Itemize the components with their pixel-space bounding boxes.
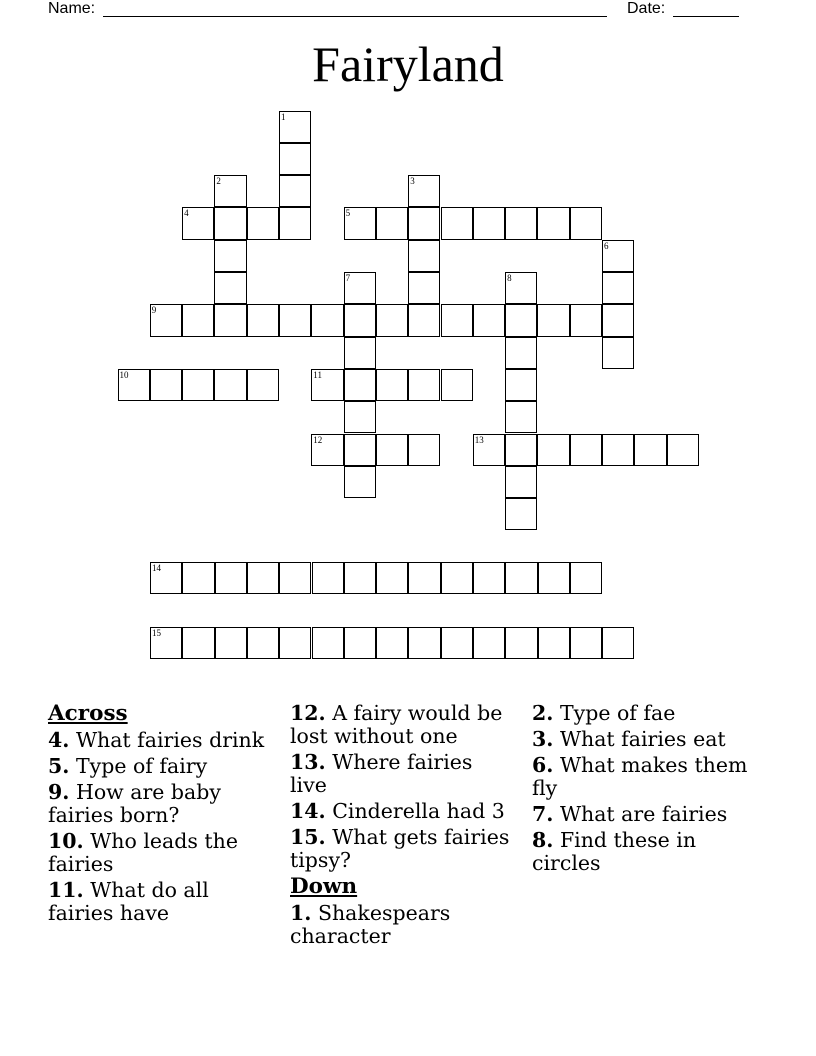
- grid-cell[interactable]: [408, 207, 440, 239]
- clue-number: 1: [281, 111, 286, 122]
- grid-cell[interactable]: [247, 562, 279, 594]
- clue-across-9: 9. How are baby fairies born?: [48, 780, 221, 827]
- grid-cell[interactable]: [505, 498, 537, 530]
- clue-number: 3: [410, 176, 415, 187]
- grid-cell[interactable]: [279, 175, 311, 207]
- grid-cell[interactable]: [376, 562, 408, 594]
- grid-cell[interactable]: [537, 434, 569, 466]
- grid-cell[interactable]: [344, 401, 376, 433]
- grid-cell[interactable]: [473, 562, 505, 594]
- grid-cell[interactable]: [505, 562, 537, 594]
- clue-number: 5: [345, 208, 351, 219]
- across-heading: Across: [48, 701, 128, 726]
- clue-down-1: 1. Shakespears character: [290, 901, 451, 948]
- clue-number: 6: [604, 240, 609, 251]
- clue-across-15: 15. What gets fairies tipsy?: [290, 825, 510, 872]
- clue-number: 8: [507, 273, 512, 283]
- clue-number: 10: [119, 369, 129, 380]
- clue-number: 9: [151, 305, 157, 316]
- grid-cell[interactable]: [214, 369, 246, 401]
- grid-cell[interactable]: [344, 627, 376, 659]
- clue-column-3: [532, 702, 757, 878]
- grid-cell[interactable]: [311, 434, 343, 466]
- grid-cell[interactable]: [537, 207, 569, 239]
- grid-cell[interactable]: [311, 304, 343, 336]
- grid-cell[interactable]: [570, 207, 602, 239]
- grid-cell[interactable]: [344, 304, 376, 336]
- grid-cell[interactable]: [150, 627, 182, 659]
- grid-cell[interactable]: [279, 111, 311, 143]
- grid-cell[interactable]: [441, 627, 473, 659]
- clue-number: 7: [345, 273, 351, 283]
- clue-down-8: 8. Find these in circles: [532, 828, 697, 875]
- grid-cell[interactable]: [376, 304, 408, 336]
- grid-cell[interactable]: [505, 207, 537, 239]
- grid-cell[interactable]: [279, 304, 311, 336]
- clue-across-4: 4. What fairies drink: [48, 728, 265, 752]
- grid-cell[interactable]: [441, 562, 473, 594]
- clue-column-2: [290, 702, 515, 951]
- grid-cell[interactable]: [408, 272, 440, 304]
- grid-cell[interactable]: [667, 434, 699, 466]
- grid-cell[interactable]: [602, 272, 634, 304]
- clue-number: 14: [152, 563, 161, 573]
- grid-cell[interactable]: [182, 304, 214, 336]
- clue-across-10: 10. Who leads the fairies: [48, 829, 238, 876]
- grid-cell[interactable]: [312, 627, 344, 659]
- grid-cell[interactable]: [505, 304, 537, 336]
- grid-cell[interactable]: [473, 627, 505, 659]
- grid-cell[interactable]: [344, 466, 376, 498]
- grid-cell[interactable]: [279, 143, 311, 175]
- grid-cell[interactable]: [602, 434, 634, 466]
- grid-cell[interactable]: [408, 240, 440, 272]
- clue-number: 2: [216, 176, 221, 187]
- clue-number: 13: [474, 434, 484, 445]
- grid-cell[interactable]: [505, 434, 537, 466]
- clue-number: 11: [313, 369, 322, 380]
- grid-cell[interactable]: [247, 207, 279, 239]
- grid-cell[interactable]: [182, 207, 214, 239]
- grid-cell[interactable]: [150, 369, 182, 401]
- grid-cell[interactable]: [247, 304, 279, 336]
- grid-cell[interactable]: [150, 304, 182, 336]
- clue-across-12: 12. A fairy would be lost without one: [290, 701, 503, 748]
- grid-cell[interactable]: [344, 562, 376, 594]
- grid-cell[interactable]: [570, 304, 602, 336]
- grid-cell[interactable]: [634, 434, 666, 466]
- grid-cell[interactable]: [505, 369, 537, 401]
- grid-cell[interactable]: [408, 627, 440, 659]
- puzzle-title: Fairyland: [312, 36, 504, 92]
- clue-number: 12: [313, 434, 323, 445]
- clue-number: 15: [152, 628, 161, 638]
- clue-number: 4: [184, 208, 189, 219]
- grid-cell[interactable]: [311, 369, 343, 401]
- grid-cell[interactable]: [118, 369, 150, 401]
- grid-cell[interactable]: [408, 562, 440, 594]
- grid-cell[interactable]: [505, 401, 537, 433]
- grid-cell[interactable]: [247, 369, 279, 401]
- grid-cell[interactable]: [376, 207, 408, 239]
- grid-cell[interactable]: [214, 175, 246, 207]
- grid-cell[interactable]: [215, 627, 247, 659]
- grid-cell[interactable]: [570, 562, 602, 594]
- grid-cell[interactable]: [344, 369, 376, 401]
- grid-cell[interactable]: [505, 627, 537, 659]
- grid-cell[interactable]: [344, 434, 376, 466]
- grid-cell[interactable]: [538, 562, 570, 594]
- grid-cell[interactable]: [473, 207, 505, 239]
- clue-down-3: 3. What fairies eat: [532, 727, 726, 751]
- grid-cell[interactable]: [473, 304, 505, 336]
- grid-cell[interactable]: [570, 434, 602, 466]
- grid-cell[interactable]: [441, 207, 473, 239]
- grid-cell[interactable]: [344, 207, 376, 239]
- grid-cell[interactable]: [538, 627, 570, 659]
- grid-cell[interactable]: [214, 240, 246, 272]
- grid-cell[interactable]: [376, 627, 408, 659]
- clue-across-5: 5. Type of fairy: [48, 754, 208, 778]
- grid-cell[interactable]: [182, 627, 214, 659]
- grid-cell[interactable]: [344, 337, 376, 369]
- down-heading: Down: [290, 874, 358, 899]
- grid-cell[interactable]: [279, 207, 311, 239]
- grid-cell[interactable]: [505, 337, 537, 369]
- clue-down-6: 6. What makes them fly: [532, 753, 748, 800]
- grid-cell[interactable]: [376, 369, 408, 401]
- grid-cell[interactable]: [602, 337, 634, 369]
- grid-cell[interactable]: [537, 304, 569, 336]
- grid-cell[interactable]: [441, 369, 473, 401]
- name-label: Name:: [48, 0, 96, 17]
- grid-cell[interactable]: [408, 175, 440, 207]
- clue-across-13: 13. Where fairies live: [290, 750, 473, 797]
- grid-cell[interactable]: [602, 304, 634, 336]
- grid-cell[interactable]: [214, 272, 246, 304]
- grid-cell[interactable]: [150, 562, 182, 594]
- clue-across-14: 14. Cinderella had 3: [290, 799, 505, 823]
- grid-cell[interactable]: [247, 627, 279, 659]
- grid-cell[interactable]: [408, 304, 440, 336]
- clue-down-7: 7. What are fairies: [532, 802, 728, 826]
- grid-cell[interactable]: [441, 304, 473, 336]
- date-label: Date:: [627, 0, 666, 17]
- clue-down-2: 2. Type of fae: [532, 701, 676, 725]
- grid-cell[interactable]: [182, 369, 214, 401]
- grid-cell[interactable]: [312, 562, 344, 594]
- grid-cell[interactable]: [505, 466, 537, 498]
- grid-cell[interactable]: [344, 272, 376, 304]
- grid-cell[interactable]: [505, 272, 537, 304]
- grid-cell[interactable]: [408, 369, 440, 401]
- grid-cell[interactable]: [214, 304, 246, 336]
- grid-cell[interactable]: [602, 240, 634, 272]
- grid-cell[interactable]: [279, 627, 311, 659]
- grid-cell[interactable]: [473, 434, 505, 466]
- grid-cell[interactable]: [408, 434, 440, 466]
- grid-cell[interactable]: [182, 562, 214, 594]
- clue-across-11: 11. What do all fairies have: [48, 878, 209, 925]
- grid-cell[interactable]: [570, 627, 602, 659]
- grid-cell[interactable]: [214, 207, 246, 239]
- grid-cell[interactable]: [279, 562, 311, 594]
- grid-cell[interactable]: [602, 627, 634, 659]
- clue-column-1: [48, 702, 273, 928]
- grid-cell[interactable]: [215, 562, 247, 594]
- grid-cell[interactable]: [376, 434, 408, 466]
